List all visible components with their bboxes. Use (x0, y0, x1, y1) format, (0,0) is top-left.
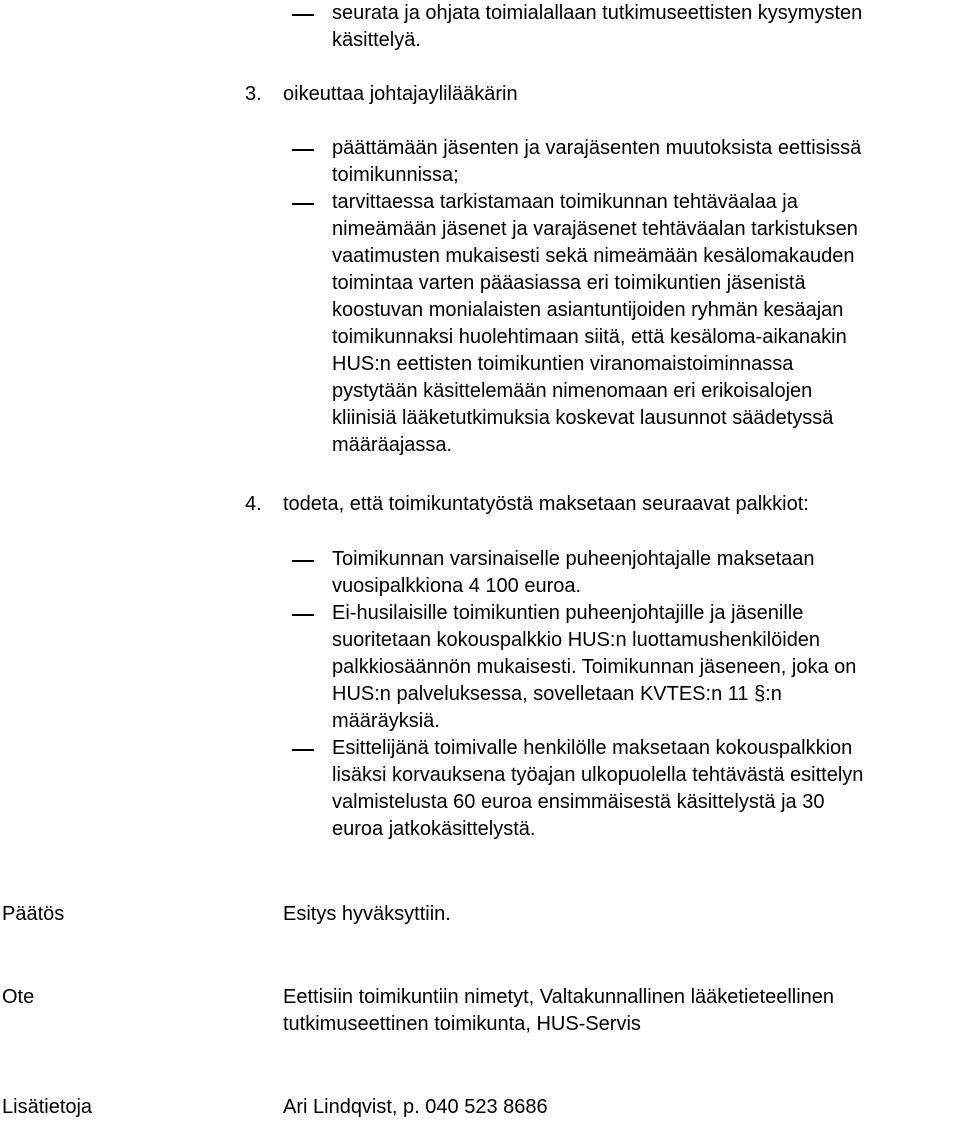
bullet-dash (292, 749, 314, 751)
bullet-text-line: toimintaa varten pääasiassa eri toimikuntien jäsenistä (332, 272, 806, 294)
item-heading: todeta, että toimikuntatyöstä maksetaan seuraavat palkkiot: (283, 493, 809, 515)
bullet-text-line: suoritetaan kokouspalkkio HUS:n luottamushenkilöiden (332, 629, 821, 651)
extract-label: Ote (2, 986, 35, 1008)
bullet-text-line: päättämään jäsenten ja varajäsenten muutoksista eettisissä (332, 137, 862, 159)
bullet-text-line: HUS:n palveluksessa, sovelletaan KVTES:n 11 §:n (332, 683, 782, 705)
bullet-text-line: käsittelyä. (332, 29, 421, 51)
bullet-text-line: valmistelusta 60 euroa ensimmäisestä käsittelystä ja 30 (332, 791, 825, 813)
bullet-dash (292, 149, 314, 151)
bullet-text-line: kliinisiä lääketutkimuksia koskevat lausunnot säädetyssä (332, 407, 834, 429)
bullet-text-line: euroa jatkokäsittelystä. (332, 818, 536, 840)
item-number: 4. (245, 493, 262, 515)
bullet-text-line: määräyksiä. (332, 710, 440, 732)
bullet-dash (292, 203, 314, 205)
extract-text-line: Eettisiin toimikuntiin nimetyt, Valtakunnallinen lääketieteellinen (283, 986, 835, 1008)
bullet-text-line: Ei-husilaisille toimikuntien puheenjohtajille ja jäsenille (332, 602, 804, 624)
bullet-text-line: HUS:n eettisten toimikuntien viranomaistoiminnassa (332, 353, 794, 375)
bullet-text-line: lisäksi korvauksena työajan ulkopuolella tehtävästä esittelyn (332, 764, 864, 786)
bullet-text-line: koostuvan monialaisten asiantuntijoiden ryhmän kesäajan (332, 299, 844, 321)
bullet-text-line: määräajassa. (332, 434, 453, 456)
bullet-text-line: vuosipalkkiona 4 100 euroa. (332, 575, 582, 597)
bullet-text-line: pystytään käsittelemään nimenomaan eri erikoisalojen (332, 380, 813, 402)
bullet-dash (292, 614, 314, 616)
bullet-text-line: toimikunnaksi huolehtimaan siitä, että kesäloma-aikanakin (332, 326, 847, 348)
item-number: 3. (245, 83, 262, 105)
more-info-label: Lisätietoja (2, 1096, 93, 1118)
bullet-text-line: nimeämään jäsenet ja varajäsenet tehtäväalan tarkistuksen (332, 218, 858, 240)
bullet-text-line: seurata ja ohjata toimialallaan tutkimuseettisten kysymysten (332, 2, 863, 24)
bullet-dash (292, 560, 314, 562)
bullet-text-line: tarvittaessa tarkistamaan toimikunnan tehtäväalaa ja (332, 191, 798, 213)
item-heading: oikeuttaa johtajaylilääkärin (283, 83, 518, 105)
bullet-dash (292, 14, 314, 16)
extract-text-line: tutkimuseettinen toimikunta, HUS-Servis (283, 1013, 641, 1035)
bullet-text-line: toimikunnissa; (332, 164, 459, 186)
more-info-text: Ari Lindqvist, p. 040 523 8686 (283, 1096, 548, 1118)
bullet-text-line: vaatimusten mukaisesti sekä nimeämään kesälomakauden (332, 245, 855, 267)
bullet-text-line: palkkiosäännön mukaisesti. Toimikunnan jäseneen, joka on (332, 656, 857, 678)
bullet-text-line: Toimikunnan varsinaiselle puheenjohtajalle maksetaan (332, 548, 815, 570)
decision-label: Päätös (2, 903, 65, 925)
decision-text: Esitys hyväksyttiin. (283, 903, 451, 925)
bullet-text-line: Esittelijänä toimivalle henkilölle maksetaan kokouspalkkion (332, 737, 853, 759)
